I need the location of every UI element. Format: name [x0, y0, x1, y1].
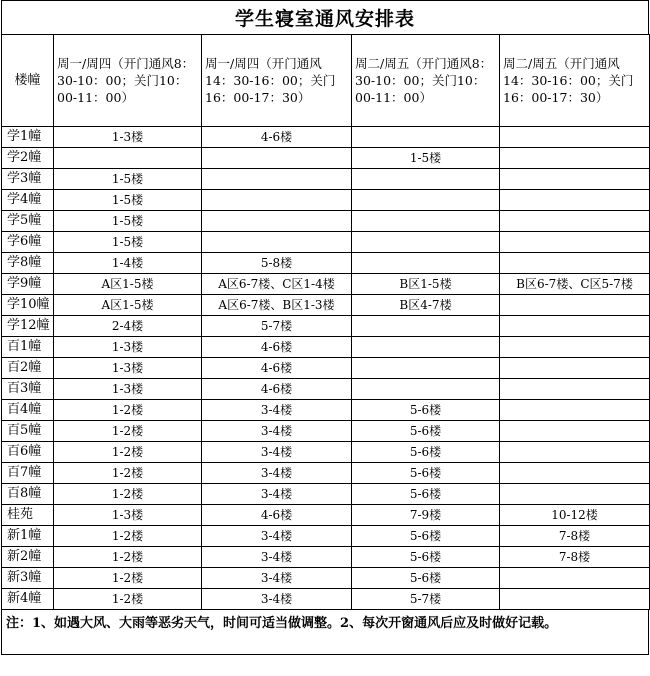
tue-fri-afternoon-cell — [500, 127, 650, 148]
building-cell: 学3幢 — [2, 169, 54, 190]
mon-thu-afternoon-cell: 3-4楼 — [202, 568, 352, 589]
mon-thu-afternoon-cell: 3-4楼 — [202, 421, 352, 442]
mon-thu-morning-cell: 1-3楼 — [54, 337, 202, 358]
mon-thu-afternoon-cell: 3-4楼 — [202, 442, 352, 463]
tue-fri-morning-cell — [352, 316, 500, 337]
tue-fri-afternoon-cell — [500, 169, 650, 190]
mon-thu-afternoon-cell: 3-4楼 — [202, 589, 352, 610]
tue-fri-morning-cell: B区4-7楼 — [352, 295, 500, 316]
building-cell: 新3幢 — [2, 568, 54, 589]
tue-fri-morning-cell: B区1-5楼 — [352, 274, 500, 295]
building-cell: 百3幢 — [2, 379, 54, 400]
mon-thu-morning-cell: 1-5楼 — [54, 232, 202, 253]
mon-thu-afternoon-cell: 3-4楼 — [202, 463, 352, 484]
building-cell: 学10幢 — [2, 295, 54, 316]
table-row — [2, 253, 650, 274]
table-row — [2, 589, 650, 610]
tue-fri-morning-cell — [352, 169, 500, 190]
table-row — [2, 190, 650, 211]
table-row — [2, 232, 650, 253]
tue-fri-morning-cell — [352, 379, 500, 400]
tue-fri-afternoon-cell — [500, 484, 650, 505]
tue-fri-afternoon-cell — [500, 253, 650, 274]
table-header-row — [2, 35, 650, 127]
mon-thu-morning-cell: 1-2楼 — [54, 400, 202, 421]
building-cell: 百5幢 — [2, 421, 54, 442]
mon-thu-afternoon-cell: 4-6楼 — [202, 127, 352, 148]
tue-fri-morning-cell: 5-7楼 — [352, 589, 500, 610]
header-tue-fri-morning: 周二/周五（开门通风8：30-10：00；关门10：00-11：00） — [352, 35, 500, 127]
table-row — [2, 379, 650, 400]
tue-fri-afternoon-cell: 7-8楼 — [500, 547, 650, 568]
mon-thu-afternoon-cell: 3-4楼 — [202, 400, 352, 421]
tue-fri-afternoon-cell — [500, 337, 650, 358]
building-cell: 学4幢 — [2, 190, 54, 211]
tue-fri-morning-cell: 5-6楼 — [352, 547, 500, 568]
building-cell: 百2幢 — [2, 358, 54, 379]
mon-thu-morning-cell: 1-2楼 — [54, 463, 202, 484]
mon-thu-afternoon-cell: 4-6楼 — [202, 358, 352, 379]
building-cell: 新2幢 — [2, 547, 54, 568]
mon-thu-afternoon-cell: 4-6楼 — [202, 337, 352, 358]
building-cell: 新4幢 — [2, 589, 54, 610]
mon-thu-morning-cell: 1-2楼 — [54, 589, 202, 610]
tue-fri-afternoon-cell — [500, 316, 650, 337]
tue-fri-morning-cell — [352, 232, 500, 253]
table-row — [2, 127, 650, 148]
header-building: 楼幢 — [2, 35, 54, 127]
table-row — [2, 211, 650, 232]
tue-fri-morning-cell — [352, 337, 500, 358]
building-cell: 学9幢 — [2, 274, 54, 295]
tue-fri-afternoon-cell — [500, 568, 650, 589]
mon-thu-morning-cell: 1-2楼 — [54, 526, 202, 547]
schedule-table — [1, 34, 650, 610]
mon-thu-morning-cell: 1-5楼 — [54, 169, 202, 190]
building-cell: 百8幢 — [2, 484, 54, 505]
mon-thu-morning-cell: 1-3楼 — [54, 379, 202, 400]
table-row — [2, 337, 650, 358]
tue-fri-morning-cell — [352, 253, 500, 274]
building-cell: 学6幢 — [2, 232, 54, 253]
tue-fri-morning-cell: 5-6楼 — [352, 442, 500, 463]
tue-fri-afternoon-cell: 10-12楼 — [500, 505, 650, 526]
tue-fri-afternoon-cell — [500, 463, 650, 484]
tue-fri-afternoon-cell — [500, 358, 650, 379]
mon-thu-afternoon-cell — [202, 211, 352, 232]
tue-fri-afternoon-cell — [500, 442, 650, 463]
tue-fri-afternoon-cell — [500, 190, 650, 211]
mon-thu-morning-cell: 1-2楼 — [54, 442, 202, 463]
mon-thu-afternoon-cell: 3-4楼 — [202, 526, 352, 547]
mon-thu-morning-cell: 2-4楼 — [54, 316, 202, 337]
tue-fri-afternoon-cell — [500, 295, 650, 316]
footnote: 注：1、如遇大风、大雨等恶劣天气，时间可适当做调整。2、每次开窗通风后应及时做好记载。 — [1, 610, 649, 655]
tue-fri-morning-cell: 5-6楼 — [352, 568, 500, 589]
building-cell: 桂苑 — [2, 505, 54, 526]
mon-thu-morning-cell: 1-2楼 — [54, 547, 202, 568]
mon-thu-morning-cell: A区1-5楼 — [54, 295, 202, 316]
tue-fri-morning-cell: 1-5楼 — [352, 148, 500, 169]
mon-thu-morning-cell: 1-5楼 — [54, 211, 202, 232]
tue-fri-afternoon-cell — [500, 421, 650, 442]
mon-thu-afternoon-cell: 3-4楼 — [202, 484, 352, 505]
table-row — [2, 358, 650, 379]
tue-fri-morning-cell — [352, 127, 500, 148]
mon-thu-afternoon-cell: 4-6楼 — [202, 505, 352, 526]
mon-thu-morning-cell: 1-3楼 — [54, 358, 202, 379]
tue-fri-morning-cell: 5-6楼 — [352, 400, 500, 421]
table-row — [2, 148, 650, 169]
mon-thu-afternoon-cell: A区6-7楼、C区1-4楼 — [202, 274, 352, 295]
tue-fri-afternoon-cell — [500, 400, 650, 421]
table-row — [2, 442, 650, 463]
mon-thu-afternoon-cell — [202, 169, 352, 190]
header-mon-thu-afternoon: 周一/周四（开门通风14：30-16：00；关门16：00-17：30） — [202, 35, 352, 127]
tue-fri-morning-cell: 7-9楼 — [352, 505, 500, 526]
table-row — [2, 547, 650, 568]
tue-fri-afternoon-cell — [500, 211, 650, 232]
tue-fri-afternoon-cell — [500, 379, 650, 400]
mon-thu-morning-cell: 1-3楼 — [54, 127, 202, 148]
table-row — [2, 568, 650, 589]
tue-fri-afternoon-cell: B区6-7楼、C区5-7楼 — [500, 274, 650, 295]
mon-thu-afternoon-cell — [202, 148, 352, 169]
building-cell: 百4幢 — [2, 400, 54, 421]
mon-thu-morning-cell: 1-4楼 — [54, 253, 202, 274]
tue-fri-afternoon-cell — [500, 148, 650, 169]
mon-thu-afternoon-cell — [202, 190, 352, 211]
building-cell: 学2幢 — [2, 148, 54, 169]
header-tue-fri-afternoon: 周二/周五（开门通风14：30-16：00；关门16：00-17：30） — [500, 35, 650, 127]
page-title: 学生寝室通风安排表 — [1, 0, 649, 34]
building-cell: 百7幢 — [2, 463, 54, 484]
building-cell: 学8幢 — [2, 253, 54, 274]
tue-fri-morning-cell: 5-6楼 — [352, 463, 500, 484]
building-cell: 新1幢 — [2, 526, 54, 547]
mon-thu-morning-cell: 1-2楼 — [54, 484, 202, 505]
table-row — [2, 505, 650, 526]
mon-thu-afternoon-cell — [202, 232, 352, 253]
table-row — [2, 274, 650, 295]
table-row — [2, 169, 650, 190]
building-cell: 学1幢 — [2, 127, 54, 148]
table-row — [2, 484, 650, 505]
mon-thu-afternoon-cell: 5-8楼 — [202, 253, 352, 274]
header-mon-thu-morning: 周一/周四（开门通风8：30-10：00；关门10：00-11：00） — [54, 35, 202, 127]
tue-fri-morning-cell — [352, 190, 500, 211]
tue-fri-afternoon-cell: 7-8楼 — [500, 526, 650, 547]
table-row — [2, 421, 650, 442]
tue-fri-afternoon-cell — [500, 589, 650, 610]
mon-thu-afternoon-cell: 3-4楼 — [202, 547, 352, 568]
tue-fri-morning-cell — [352, 211, 500, 232]
table-row — [2, 400, 650, 421]
mon-thu-afternoon-cell: 5-7楼 — [202, 316, 352, 337]
mon-thu-morning-cell: 1-2楼 — [54, 421, 202, 442]
mon-thu-morning-cell: 1-3楼 — [54, 505, 202, 526]
tue-fri-morning-cell: 5-6楼 — [352, 484, 500, 505]
tue-fri-morning-cell: 5-6楼 — [352, 421, 500, 442]
tue-fri-morning-cell — [352, 358, 500, 379]
table-row — [2, 526, 650, 547]
table-row — [2, 316, 650, 337]
building-cell: 百6幢 — [2, 442, 54, 463]
ventilation-schedule-sheet — [1, 0, 649, 655]
mon-thu-morning-cell: A区1-5楼 — [54, 274, 202, 295]
building-cell: 学5幢 — [2, 211, 54, 232]
table-row — [2, 295, 650, 316]
mon-thu-afternoon-cell: A区6-7楼、B区1-3楼 — [202, 295, 352, 316]
tue-fri-afternoon-cell — [500, 232, 650, 253]
mon-thu-morning-cell — [54, 148, 202, 169]
mon-thu-afternoon-cell: 4-6楼 — [202, 379, 352, 400]
building-cell: 百1幢 — [2, 337, 54, 358]
mon-thu-morning-cell: 1-2楼 — [54, 568, 202, 589]
tue-fri-morning-cell: 5-6楼 — [352, 526, 500, 547]
mon-thu-morning-cell: 1-5楼 — [54, 190, 202, 211]
table-row — [2, 463, 650, 484]
building-cell: 学12幢 — [2, 316, 54, 337]
